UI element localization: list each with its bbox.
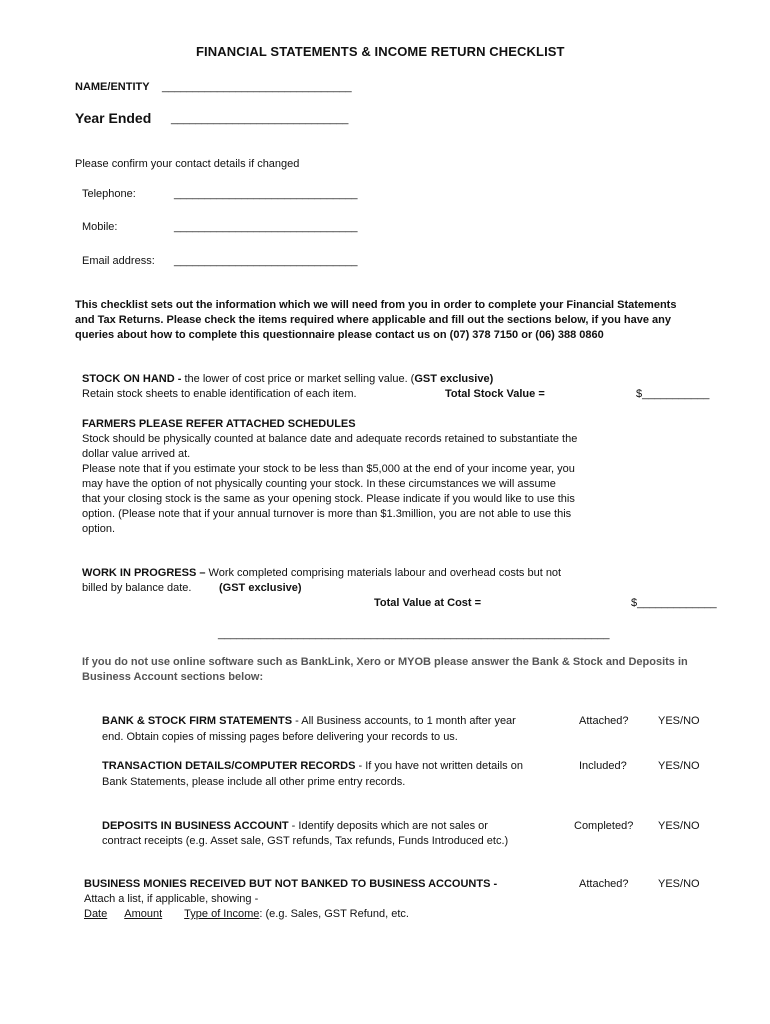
transaction-details-text: - If you have not written details on <box>355 760 523 772</box>
transaction-details-line-1 <box>102 759 523 773</box>
contact-intro: Please confirm your contact details if changed <box>75 158 300 170</box>
total-stock-field[interactable]: $___________ <box>636 388 710 400</box>
farmers-line-3: Please note that if you estimate your stock to be less than $5,000 at the end of your income year, you <box>82 463 575 475</box>
divider-line: ________________________________________________________________ <box>218 628 610 640</box>
deposits-answer[interactable]: YES/NO <box>658 820 700 832</box>
transaction-details-answer[interactable]: YES/NO <box>658 760 700 772</box>
name-entity-label: NAME/ENTITY <box>75 81 150 93</box>
monies-columns <box>84 907 409 921</box>
farmers-line-1: Stock should be physically counted at balance date and adequate records retained to substantiate the <box>82 433 578 445</box>
email-label: Email address: <box>82 255 155 267</box>
deposits-line-2: contract receipts (e.g. Asset sale, GST refunds, Tax refunds, Funds Introduced etc.) <box>102 835 509 847</box>
intro-line-1: This checklist sets out the information which we will need from you in order to complete your Financial Statements <box>75 299 677 311</box>
deposits-status: Completed? <box>574 820 634 832</box>
telephone-field[interactable]: ______________________________ <box>174 188 358 200</box>
farmers-heading: FARMERS PLEASE REFER ATTACHED SCHEDULES <box>82 418 356 430</box>
col-tail: : (e.g. Sales, GST Refund, etc. <box>259 908 409 920</box>
wip-line-1 <box>82 566 561 580</box>
email-field[interactable]: ______________________________ <box>174 255 358 267</box>
wip-text: Work completed comprising materials labour and overhead costs but not <box>205 567 562 579</box>
wip-total-field[interactable]: $_____________ <box>631 597 717 609</box>
bank-statements-line-2: end. Obtain copies of missing pages before delivering your records to us. <box>102 731 458 743</box>
deposits-line-1 <box>102 819 488 833</box>
wip-line-2: billed by balance date. <box>82 582 192 594</box>
wip-gst: (GST exclusive) <box>219 582 302 594</box>
intro-line-3: queries about how to complete this questionnaire please contact us on (07) 378 7150 or (06) 388 0860 <box>75 329 604 341</box>
bank-statements-line-1 <box>102 714 516 728</box>
telephone-label: Telephone: <box>82 188 136 200</box>
transaction-details-status: Included? <box>579 760 627 772</box>
col-date: Date <box>84 908 108 920</box>
col-amount: Amount <box>124 908 163 920</box>
farmers-line-4: may have the option of not physically counting your stock. In these circumstances we will assume <box>82 478 556 490</box>
transaction-details-line-2: Bank Statements, please include all other prime entry records. <box>102 776 406 788</box>
bank-statements-heading: BANK & STOCK FIRM STATEMENTS <box>102 715 293 727</box>
col-type: Type of Income <box>184 908 260 920</box>
bank-statements-text: - All Business accounts, to 1 month after year <box>292 715 516 727</box>
bank-statements-answer[interactable]: YES/NO <box>658 715 700 727</box>
wip-heading: WORK IN PROGRESS – <box>82 567 206 579</box>
stock-line-2: Retain stock sheets to enable identification of each item. <box>82 388 357 400</box>
stock-text: the lower of cost price or market selling value. ( <box>181 373 415 385</box>
page-title: FINANCIAL STATEMENTS & INCOME RETURN CHECKLIST <box>196 44 565 59</box>
bank-statements-status: Attached? <box>579 715 629 727</box>
deposits-heading: DEPOSITS IN BUSINESS ACCOUNT <box>102 820 289 832</box>
wip-total-label: Total Value at Cost = <box>374 597 482 609</box>
stock-gst: GST exclusive) <box>414 373 494 385</box>
stock-line-1 <box>82 372 493 386</box>
monies-status: Attached? <box>579 878 629 890</box>
farmers-line-7: option. <box>82 523 116 535</box>
farmers-line-5: that your closing stock is the same as your opening stock. Please indicate if you would like to use this <box>82 493 575 505</box>
year-ended-label: Year Ended <box>75 110 152 126</box>
transaction-details-heading: TRANSACTION DETAILS/COMPUTER RECORDS <box>102 760 356 772</box>
year-ended-field[interactable]: _____________________________ <box>171 113 349 125</box>
total-stock-label: Total Stock Value = <box>445 388 545 400</box>
farmers-line-2: dollar value arrived at. <box>82 448 191 460</box>
monies-line-2: Attach a list, if applicable, showing - <box>84 893 259 905</box>
monies-heading: BUSINESS MONIES RECEIVED BUT NOT BANKED TO BUSINESS ACCOUNTS - <box>84 878 498 890</box>
stock-heading: STOCK ON HAND - <box>82 373 182 385</box>
name-entity-field[interactable]: _______________________________ <box>162 81 352 93</box>
online-note-line-2: Business Account sections below: <box>82 671 264 683</box>
deposits-text: - Identify deposits which are not sales or <box>288 820 488 832</box>
mobile-label: Mobile: <box>82 221 118 233</box>
monies-answer[interactable]: YES/NO <box>658 878 700 890</box>
online-note-line-1: If you do not use online software such as BankLink, Xero or MYOB please answer the Bank & Stock and Deposits in <box>82 656 688 668</box>
mobile-field[interactable]: ______________________________ <box>174 221 358 233</box>
farmers-line-6: option. (Please note that if your annual turnover is more than $1.3million, you are not able to use this <box>82 508 572 520</box>
intro-line-2: and Tax Returns. Please check the items required where applicable and fill out the sections below, if you have any <box>75 314 672 326</box>
